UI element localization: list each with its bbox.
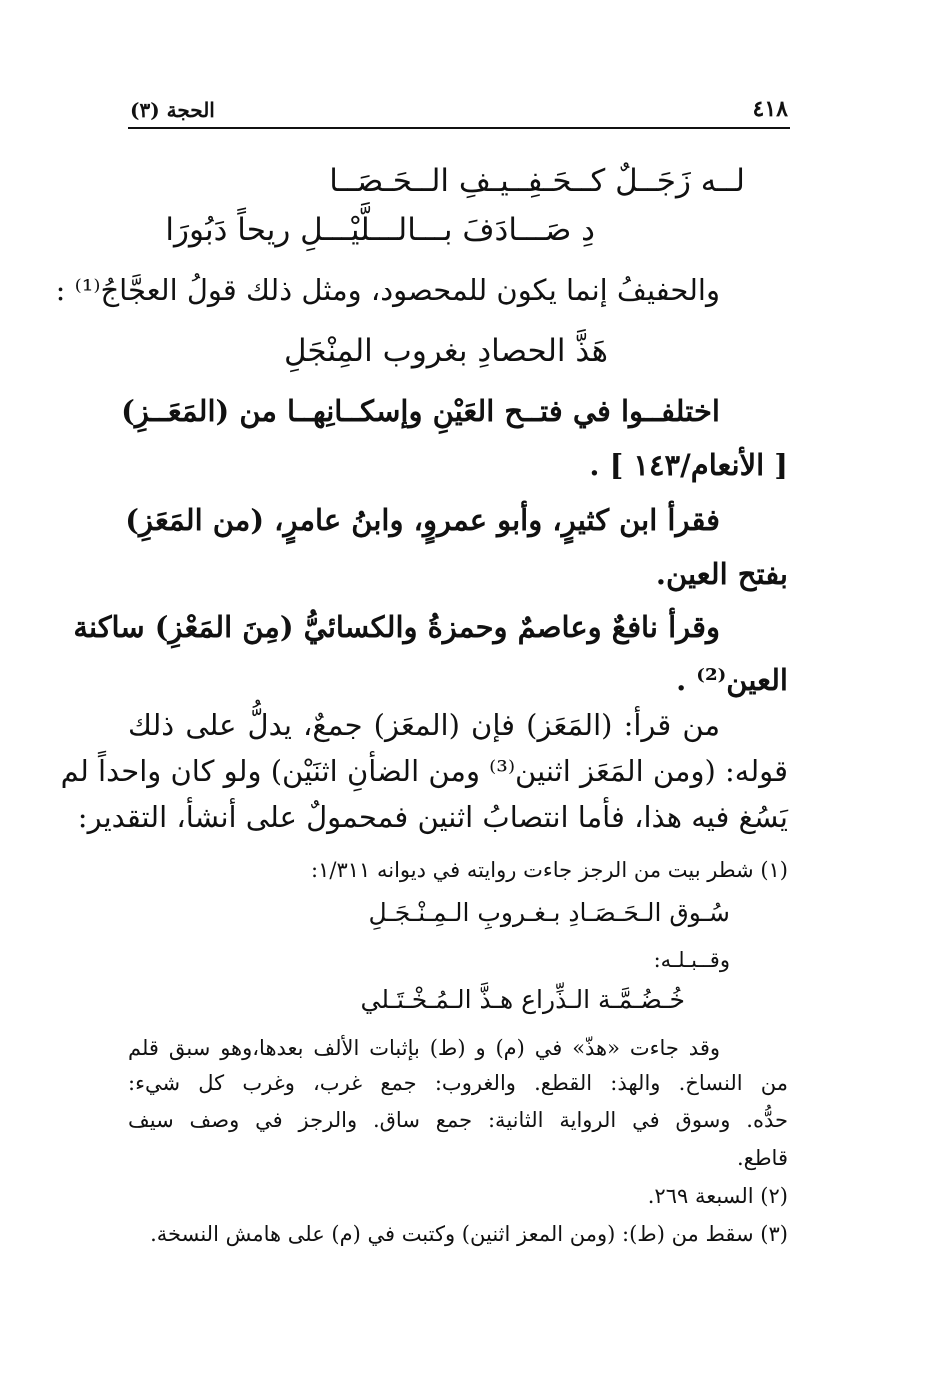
verse-1-line-2: دِ صَـــادَفَ بـــالـــلَّيْـــلِ ريحاً دَبُورَا — [165, 212, 595, 248]
footnote-1: (١) شطر بيت من الرجز جاءت روايته في ديوانه ١/٣١١: — [311, 858, 788, 882]
footnote-1-note-line-3: حدُّه. وسوق في الرواية الثانية: جمع ساق. والرجز في وصف سيف — [128, 1108, 788, 1132]
footnote-1-verse-2: خُـضُـمَّـة الـذِّراع هـذَّ الـمُـخْـتَـلي — [360, 985, 685, 1014]
footnote-1-before: وقــبـلـه: — [653, 948, 730, 972]
page-number: ٤١٨ — [752, 96, 788, 122]
explanation-line-1: من قرأ: (المَعَز) فإن (المعَز) جمعٌ، يدلُّ على ذلك — [128, 708, 720, 742]
reading-ibn-kathir-line-1: فقرأ ابن كثيرٍ، وأبو عمروٍ، وابنُ عامرٍ، (من المَعَزِ) — [125, 503, 720, 537]
footnote-3: (٣) سقط من (ط): (ومن المعز اثنين) وكتبت في (م) على هامش النسخة. — [150, 1222, 788, 1246]
reading-ibn-kathir-line-2: بفتح العين. — [655, 557, 788, 591]
reading-nafi-line-2: العين⁽²⁾ . — [676, 663, 788, 697]
paragraph-hafif: والحفيفُ إنما يكون للمحصود، ومثل ذلك قولُ العجَّاجُ⁽¹⁾ : — [55, 273, 720, 307]
running-title: الحجة (٣) — [130, 98, 215, 122]
footnote-2: (٢) السبعة ٢٦٩. — [647, 1184, 788, 1208]
explanation-line-3: يَسُغ فيه هذا، فأما انتصابُ اثنين فمحمولٌ على أنشأ، التقدير: — [77, 800, 788, 834]
reading-nafi-line-1: وقرأ نافعٌ وعاصمٌ وحمزةُ والكسائيُّ (مِنَ المَعْزِ) ساكنة — [73, 610, 720, 644]
header-rule — [128, 127, 790, 129]
section-heading-line-2: [ الأنعام/١٤٣ ] . — [589, 448, 788, 482]
footnote-1-note-line-2: من النساخ. والهذ: القطع. والغروب: جمع غرب، وغرب كل شيء: — [128, 1071, 788, 1095]
section-heading-line-1: اختلفــوا في فتــح العَيْنِ وإسكــانِهــا من (المَعَــزِ) — [121, 394, 720, 428]
footnote-1-note-line-4: قاطع. — [736, 1146, 788, 1170]
verse-2: هَذَّ الحصادِ بغروب المِنْجَلِ — [283, 333, 608, 369]
footnote-1-verse-1: سُـوق الـحَـصَـادِ بـغـروبِ الـمِـنْـجَـلِ — [368, 898, 730, 927]
explanation-line-2: قوله: (ومن المَعَز اثنين⁽³⁾ ومن الضأنِ اثنَيْن) ولو كان واحداً لم — [60, 754, 788, 788]
footnote-1-note-line-1: وقد جاءت «هذّ» في (م) و (ط) بإثبات الألف بعدها،وهو سبق قلم — [128, 1036, 720, 1060]
verse-1-line-1: لــه زَجَــلٌ كــحَـفِــيـفِ الــحَـصَــا — [329, 163, 745, 199]
